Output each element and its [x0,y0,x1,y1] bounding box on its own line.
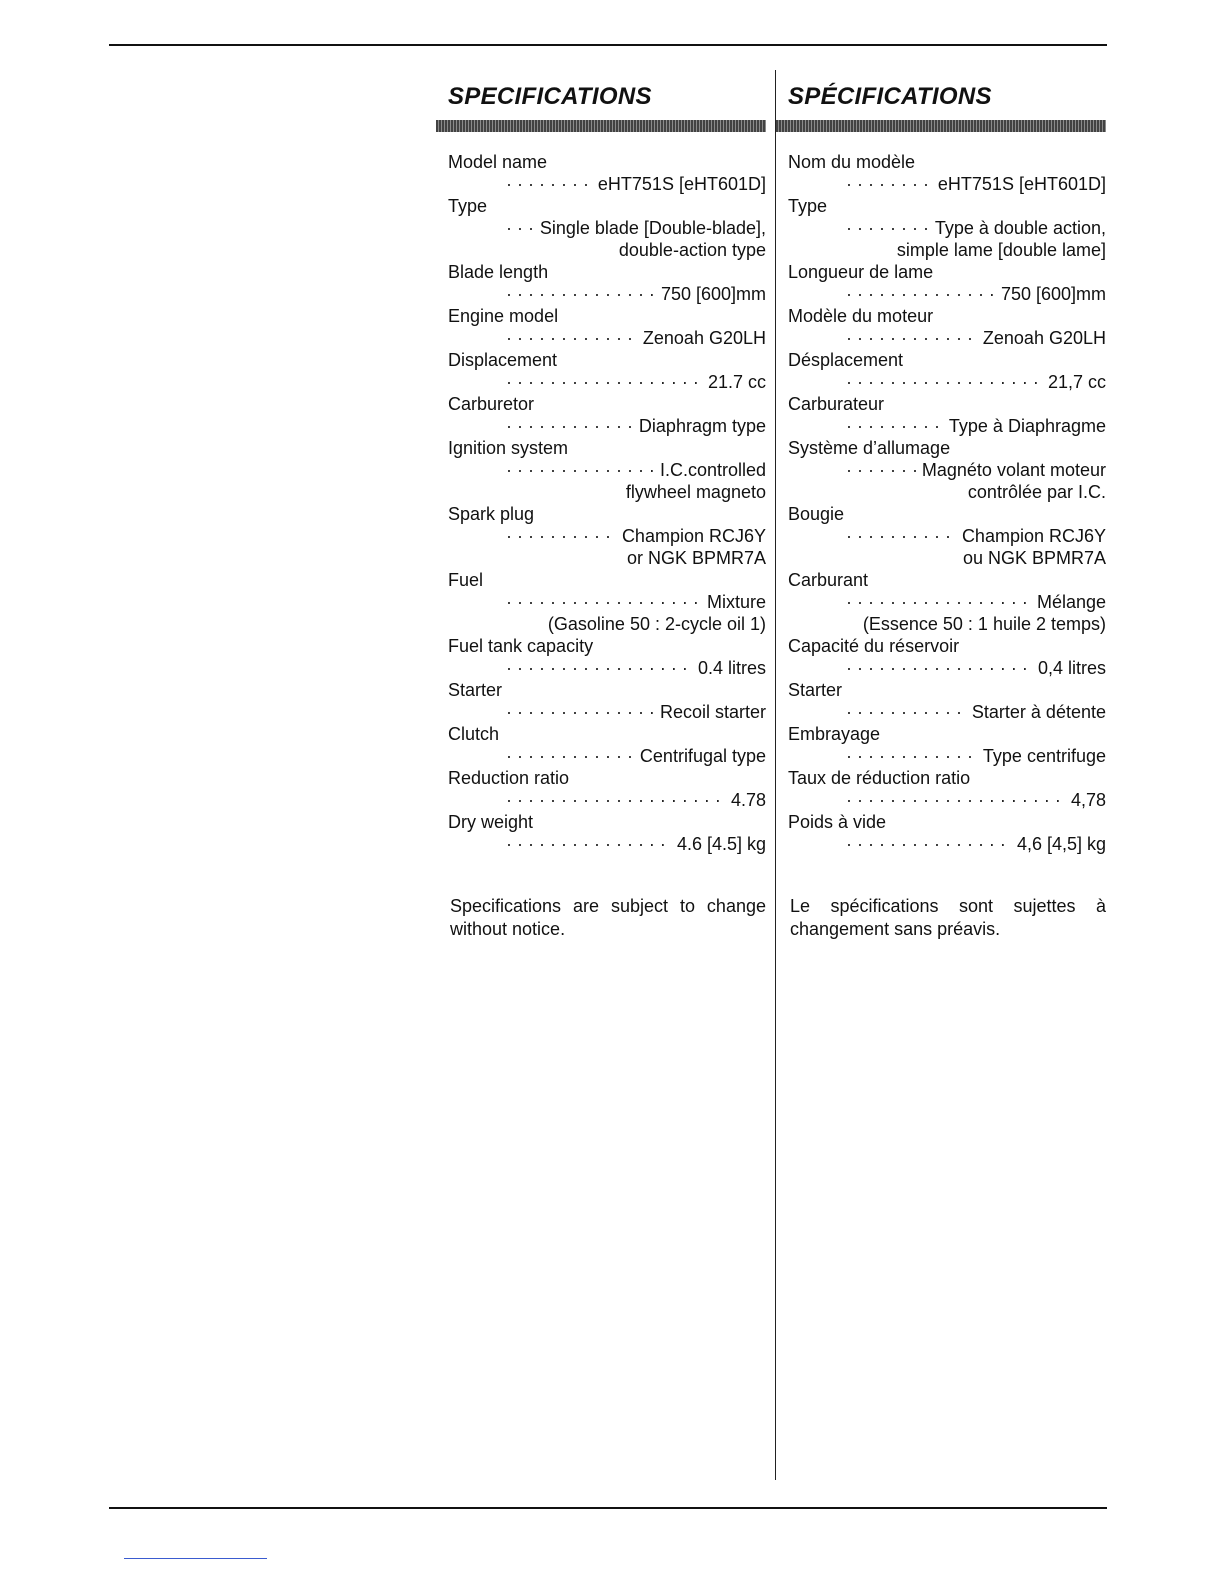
spec-value: 750 [600]mm [660,284,766,304]
spec-value: Magnéto volant moteur [921,460,1106,480]
dot-leader [846,283,995,305]
spec-list [786,151,1106,855]
spec-value-row [506,415,766,437]
spec-value-continued: contrôlée par I.C. [967,482,1106,502]
dot-leader [846,327,977,349]
spec-value: Recoil starter [659,702,766,722]
spec-value: Champion RCJ6Y [961,526,1106,546]
spec-label: Désplacement [788,350,904,370]
spec-label: Carburant [788,570,869,590]
dot-leader [846,833,1011,855]
spec-label: Carburateur [788,394,885,414]
spec-value: Mixture [706,592,766,612]
spec-item [786,151,1106,195]
dot-leader [506,283,655,305]
spec-label: Carburetor [448,394,535,414]
spec-item [446,393,766,437]
top-rule [109,44,1107,46]
spec-label: Fuel [448,570,484,590]
spec-value-continued: simple lame [double lame] [896,240,1106,260]
heading-bar [776,120,1106,132]
specifications-heading: SPECIFICATIONS [448,83,652,110]
spec-value-row [846,525,1106,547]
specifications-heading: SPÉCIFICATIONS [788,83,992,110]
spec-value-row [506,217,766,239]
spec-label: Ignition system [448,438,569,458]
spec-label: Model name [448,152,548,172]
change-notice: Le spécifications sont sujettes à changement sans préavis. [790,896,1106,939]
dot-leader [506,459,654,481]
spec-label: Nom du modèle [788,152,916,172]
dot-leader [846,371,1042,393]
heading-bar [436,120,766,132]
dot-leader [506,217,534,239]
spec-value-continued: (Essence 50 : 1 huile 2 temps) [862,614,1106,634]
spec-value-row [506,745,766,767]
spec-item [786,393,1106,437]
spec-value-row [506,371,766,393]
column-separator [775,70,776,1480]
spec-value: 0.4 litres [697,658,766,678]
spec-value-row [506,833,766,855]
french-column [786,80,1106,941]
spec-item [786,569,1106,635]
spec-item [446,261,766,305]
dot-leader [506,371,702,393]
dot-leader [506,745,634,767]
spec-value-row [506,701,766,723]
spec-value: 21.7 cc [707,372,766,392]
spec-value: 4.6 [4.5] kg [676,834,766,854]
spec-value: 4.78 [730,790,766,810]
dot-leader [506,525,616,547]
spec-item [786,811,1106,855]
dot-leader [846,591,1031,613]
spec-item [446,723,766,767]
spec-label: Starter [788,680,843,700]
spec-label: Modèle du moteur [788,306,934,326]
spec-item [446,679,766,723]
spec-label: Système d’allumage [788,438,951,458]
spec-label: Engine model [448,306,559,326]
spec-item [786,195,1106,261]
spec-label: Blade length [448,262,549,282]
spec-value-row [506,591,766,613]
spec-value: Single blade [Double-blade], [539,218,766,238]
spec-label: Embrayage [788,724,881,744]
spec-value-row [846,745,1106,767]
footer-link-underline [124,1558,267,1559]
spec-value: 0,4 litres [1037,658,1106,678]
spec-value-row [846,789,1106,811]
dot-leader [846,415,943,437]
spec-value-row [846,283,1106,305]
spec-item [786,767,1106,811]
spec-item [446,767,766,811]
spec-value-row [506,459,766,481]
spec-value-row [506,283,766,305]
spec-label: Starter [448,680,503,700]
spec-item [786,349,1106,393]
spec-item [786,723,1106,767]
spec-value-row [846,657,1106,679]
spec-value: 4,6 [4,5] kg [1016,834,1106,854]
spec-value-row [846,217,1106,239]
spec-item [446,635,766,679]
spec-label: Clutch [448,724,500,744]
spec-value: eHT751S [eHT601D] [937,174,1106,194]
spec-label: Bougie [788,504,845,524]
spec-value-row [506,657,766,679]
spec-value-row [506,789,766,811]
spec-value: Mélange [1036,592,1106,612]
spec-label: Longueur de lame [788,262,934,282]
spec-label: Reduction ratio [448,768,570,788]
spec-label: Capacité du réservoir [788,636,960,656]
spec-label: Poids à vide [788,812,887,832]
spec-item [786,437,1106,503]
spec-value-row [846,415,1106,437]
spec-value: Starter à détente [971,702,1106,722]
spec-value: Type à Diaphragme [948,416,1106,436]
spec-value: Zenoah G20LH [982,328,1106,348]
spec-item [446,569,766,635]
spec-label: Type [788,196,828,216]
spec-value-row [506,525,766,547]
spec-label: Taux de réduction ratio [788,768,971,788]
spec-value-row [846,327,1106,349]
spec-value-continued: flywheel magneto [625,482,766,502]
dot-leader [506,657,692,679]
spec-value-continued: double-action type [618,240,766,260]
spec-value: eHT751S [eHT601D] [597,174,766,194]
spec-value: Type à double action, [934,218,1106,238]
spec-value-continued: ou NGK BPMR7A [962,548,1106,568]
spec-value-row [846,459,1106,481]
spec-value-row [846,371,1106,393]
spec-item [446,437,766,503]
spec-label: Type [448,196,488,216]
spec-item [446,349,766,393]
spec-value: Diaphragm type [638,416,766,436]
english-column [446,80,766,941]
dot-leader [506,173,592,195]
spec-value: Zenoah G20LH [642,328,766,348]
spec-value: Champion RCJ6Y [621,526,766,546]
spec-item [446,503,766,569]
spec-item [446,151,766,195]
spec-item [786,503,1106,569]
spec-value-row [506,327,766,349]
spec-value-row [846,833,1106,855]
dot-leader [506,327,637,349]
dot-leader [506,591,701,613]
spec-value-continued: (Gasoline 50 : 2-cycle oil 1) [547,614,766,634]
dot-leader [846,701,966,723]
spec-value-row [846,701,1106,723]
spec-item [786,261,1106,305]
spec-item [786,635,1106,679]
dot-leader [846,173,932,195]
bottom-rule [109,1507,1107,1509]
dot-leader [846,789,1065,811]
dot-leader [846,217,929,239]
spec-value-row [846,591,1106,613]
spec-value-row [506,173,766,195]
dot-leader [846,657,1032,679]
spec-item [446,195,766,261]
spec-label: Displacement [448,350,558,370]
spec-label: Spark plug [448,504,535,524]
spec-list [446,151,766,855]
spec-value-row [846,173,1106,195]
spec-value: 4,78 [1070,790,1106,810]
spec-value-continued: or NGK BPMR7A [626,548,766,568]
spec-label: Dry weight [448,812,534,832]
dot-leader [846,525,956,547]
spec-value: I.C.controlled [659,460,766,480]
spec-label: Fuel tank capacity [448,636,594,656]
spec-item [446,305,766,349]
change-notice: Specifications are subject to change without notice. [450,896,766,939]
dot-leader [506,415,633,437]
spec-item [786,305,1106,349]
spec-value: Centrifugal type [639,746,766,766]
dot-leader [846,745,977,767]
spec-item [446,811,766,855]
spec-value: 21,7 cc [1047,372,1106,392]
spec-item [786,679,1106,723]
spec-value: 750 [600]mm [1000,284,1106,304]
dot-leader [506,701,654,723]
dot-leader [506,789,725,811]
dot-leader [506,833,671,855]
spec-value: Type centrifuge [982,746,1106,766]
dot-leader [846,459,916,481]
